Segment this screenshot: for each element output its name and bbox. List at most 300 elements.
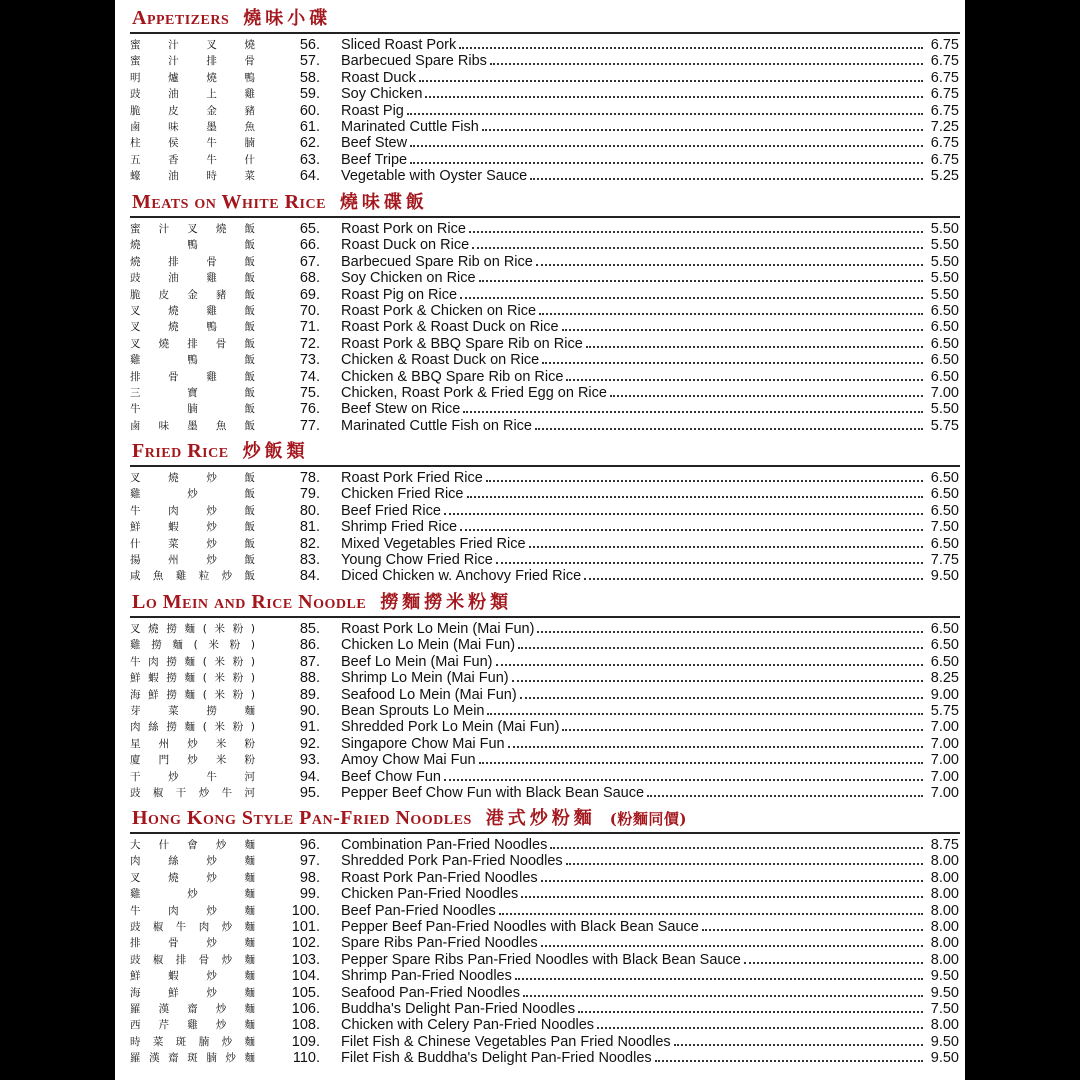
item-chinese-name: 柱侯牛腩 — [130, 137, 255, 150]
item-name: Soy Chicken — [341, 86, 423, 103]
item-number: 60. — [299, 102, 320, 119]
item-number: 64. — [299, 168, 320, 185]
item-name: Mixed Vegetables Fried Rice — [341, 535, 526, 552]
item-number: 81. — [299, 519, 320, 536]
item-name-leader — [341, 670, 923, 686]
dot-leader — [536, 263, 923, 266]
dot-leader — [512, 679, 923, 682]
item-name: Seafood Lo Mein (Mai Fun) — [341, 686, 517, 703]
item-chinese-name: 星州炒米粉 — [130, 737, 255, 750]
item-number: 68. — [299, 270, 320, 287]
dot-leader — [647, 794, 923, 797]
item-chinese-name: 干炒牛河 — [130, 770, 255, 783]
dot-leader — [539, 312, 923, 315]
item-price: 6.50 — [930, 637, 959, 654]
dot-leader — [566, 378, 923, 381]
item-chinese-name: 羅漢齋炒麵 — [130, 1002, 255, 1015]
item-name-leader — [341, 1034, 923, 1050]
menu-item-row — [115, 352, 965, 368]
menu-item-row — [115, 53, 965, 69]
section-heading — [130, 586, 960, 618]
item-name-leader — [341, 952, 923, 968]
item-name: Marinated Cuttle Fish — [341, 118, 479, 135]
item-name-leader — [341, 401, 923, 417]
item-name-leader — [341, 985, 923, 1001]
menu-item-row — [115, 654, 965, 670]
item-name: Beef Tripe — [341, 151, 408, 168]
item-name: Vegetable with Oyster Sauce — [341, 168, 528, 185]
item-name-leader — [341, 1050, 923, 1066]
dot-leader — [410, 144, 923, 147]
dot-leader — [541, 944, 923, 947]
item-price: 8.75 — [930, 837, 959, 853]
item-number: 85. — [299, 621, 320, 637]
menu-item-row — [115, 418, 965, 434]
item-price: 7.00 — [930, 719, 959, 736]
item-price: 7.00 — [930, 752, 959, 769]
menu-item-row — [115, 752, 965, 768]
item-price: 7.50 — [930, 519, 959, 536]
dot-leader — [566, 862, 923, 865]
section-hong-kong-style-pan-fried-noodles — [115, 802, 965, 1066]
menu-page — [115, 0, 965, 1080]
item-chinese-name: 三寶飯 — [130, 386, 255, 399]
menu-items-list — [115, 470, 965, 585]
dot-leader — [490, 62, 923, 65]
item-chinese-name: 蜜汁叉燒飯 — [130, 223, 255, 235]
menu-item-row — [115, 1017, 965, 1033]
item-number: 70. — [299, 302, 320, 319]
item-name-leader — [341, 536, 923, 552]
item-name: Barbecued Spare Rib on Rice — [341, 253, 533, 270]
menu-item-row — [115, 935, 965, 951]
item-name-leader — [341, 221, 923, 237]
item-name-leader — [341, 568, 923, 584]
item-number: 106. — [291, 1000, 320, 1017]
item-number: 91. — [299, 719, 320, 736]
item-name: Pepper Beef Chow Fun with Black Bean Sauce — [341, 784, 645, 801]
item-number: 101. — [291, 918, 320, 935]
item-price: 8.00 — [930, 902, 959, 919]
section-lo-mein-and-rice-noodle — [115, 586, 965, 801]
item-price: 7.75 — [930, 551, 959, 568]
dot-leader — [586, 345, 923, 348]
dot-leader — [520, 696, 923, 699]
menu-item-row — [115, 37, 965, 53]
item-chinese-name: 叉燒炒飯 — [130, 472, 255, 484]
item-price: 5.50 — [930, 237, 959, 254]
item-chinese-name: 叉燒鴨飯 — [130, 321, 255, 334]
item-number: 90. — [299, 702, 320, 719]
item-chinese-name: 豉油上雞 — [130, 88, 255, 101]
item-price: 6.50 — [930, 502, 959, 519]
item-number: 82. — [299, 535, 320, 552]
section-fried-rice — [115, 435, 965, 585]
item-price: 7.25 — [930, 118, 959, 135]
item-price: 8.00 — [930, 853, 959, 870]
menu-item-row — [115, 319, 965, 335]
item-name: Beef Stew on Rice — [341, 401, 461, 418]
item-price: 6.75 — [930, 151, 959, 168]
item-name: Chicken & Roast Duck on Rice — [341, 352, 540, 369]
item-chinese-name: 蠔油時菜 — [130, 170, 255, 183]
item-price: 8.00 — [930, 869, 959, 886]
menu-item-row — [115, 670, 965, 686]
item-price: 6.75 — [930, 102, 959, 119]
dot-leader — [479, 761, 923, 764]
item-name-leader — [341, 519, 923, 535]
item-number: 67. — [299, 253, 320, 270]
dot-leader — [460, 528, 923, 531]
item-price: 8.25 — [930, 670, 959, 687]
menu-item-row — [115, 103, 965, 119]
item-name: Spare Ribs Pan-Fried Noodles — [341, 935, 538, 952]
item-number: 108. — [291, 1017, 320, 1034]
item-name-leader — [341, 470, 923, 486]
section-heading — [130, 435, 960, 467]
item-name: Seafood Pan-Fried Noodles — [341, 984, 520, 1001]
section-title: Appetizers 燒味小碟 — [132, 7, 332, 29]
item-price: 9.50 — [930, 1050, 959, 1067]
item-chinese-name: 雞炒飯 — [130, 488, 255, 501]
item-chinese-name: 肉絲撈麵(米粉) — [130, 721, 255, 734]
item-name: Roast Pork & Roast Duck on Rice — [341, 319, 559, 336]
dot-leader — [407, 112, 923, 115]
item-price: 6.75 — [930, 135, 959, 152]
item-name-leader — [341, 654, 923, 670]
dot-leader — [550, 846, 923, 849]
item-name: Amoy Chow Mai Fun — [341, 752, 476, 769]
section-appetizers — [115, 2, 965, 185]
item-number: 97. — [299, 853, 320, 870]
item-name: Roast Pork & Chicken on Rice — [341, 302, 537, 319]
menu-item-row — [115, 1001, 965, 1017]
item-name: Diced Chicken w. Anchovy Fried Rice — [341, 568, 582, 585]
item-name-leader — [341, 385, 923, 401]
item-number: 72. — [299, 335, 320, 352]
item-price: 7.00 — [930, 768, 959, 785]
menu-item-row — [115, 86, 965, 102]
item-name: Beef Pan-Fried Noodles — [341, 902, 496, 919]
item-number: 93. — [299, 752, 320, 769]
menu-item-row — [115, 870, 965, 886]
item-price: 6.75 — [930, 53, 959, 70]
menu-item-row — [115, 270, 965, 286]
menu-item-row — [115, 621, 965, 637]
item-chinese-name: 排骨炒麵 — [130, 937, 255, 950]
item-price: 6.50 — [930, 653, 959, 670]
item-name-leader — [341, 719, 923, 735]
item-price: 8.00 — [930, 951, 959, 968]
dot-leader — [425, 95, 923, 98]
item-name: Roast Pig — [341, 102, 404, 119]
item-chinese-name: 海鮮炒麵 — [130, 986, 255, 999]
item-name: Combination Pan-Fried Noodles — [341, 837, 548, 853]
item-number: 69. — [299, 286, 320, 303]
dot-leader — [535, 427, 923, 430]
menu-item-row — [115, 70, 965, 86]
dot-leader — [410, 161, 923, 164]
item-chinese-name: 明爐燒鴨 — [130, 71, 255, 84]
menu-item-row — [115, 221, 965, 237]
item-name: Shredded Pork Lo Mein (Mai Fun) — [341, 719, 560, 736]
menu-item-row — [115, 369, 965, 385]
item-price: 8.00 — [930, 886, 959, 903]
item-name-leader — [341, 152, 923, 168]
item-chinese-name: 雞撈麵(米粉) — [130, 639, 255, 652]
dot-leader — [578, 1010, 923, 1013]
menu-item-row — [115, 237, 965, 253]
item-chinese-name: 燒排骨飯 — [130, 255, 255, 268]
menu-item-row — [115, 401, 965, 417]
item-price: 9.50 — [930, 568, 959, 585]
item-name-leader — [341, 870, 923, 886]
item-chinese-name: 脆皮金豬飯 — [130, 288, 255, 301]
dot-leader — [508, 745, 923, 748]
section-meats-on-white-rice — [115, 186, 965, 434]
item-number: 61. — [299, 118, 320, 135]
item-name-leader — [341, 303, 923, 319]
item-chinese-name: 燒鴨飯 — [130, 239, 255, 252]
item-chinese-name: 豉椒排骨炒麵 — [130, 953, 255, 966]
item-number: 109. — [291, 1033, 320, 1050]
menu-item-row — [115, 853, 965, 869]
section-heading — [130, 186, 960, 218]
item-name-leader — [341, 53, 923, 69]
item-chinese-name: 排骨雞飯 — [130, 370, 255, 383]
item-name-leader — [341, 637, 923, 653]
item-number: 75. — [299, 384, 320, 401]
item-price: 5.75 — [930, 417, 959, 434]
dot-leader — [530, 177, 923, 180]
item-price: 5.50 — [930, 286, 959, 303]
item-name-leader — [341, 369, 923, 385]
item-name: Roast Pork & BBQ Spare Rib on Rice — [341, 335, 583, 352]
item-name: Beef Chow Fun — [341, 768, 441, 785]
item-name: Shrimp Fried Rice — [341, 519, 458, 536]
section-title-chinese: 燒味碟飯 — [339, 192, 428, 213]
item-name-leader — [341, 703, 923, 719]
item-chinese-name: 叉燒撈麵(米粉) — [130, 623, 255, 635]
item-number: 73. — [299, 352, 320, 369]
item-chinese-name: 肉絲炒麵 — [130, 855, 255, 868]
item-number: 89. — [299, 686, 320, 703]
item-name-leader — [341, 687, 923, 703]
item-price: 7.00 — [930, 384, 959, 401]
item-chinese-name: 什菜炒飯 — [130, 537, 255, 550]
item-name: Roast Pork on Rice — [341, 221, 466, 237]
item-name-leader — [341, 769, 923, 785]
dot-leader — [463, 410, 923, 413]
menu-item-row — [115, 503, 965, 519]
menu-item-row — [115, 736, 965, 752]
item-price: 6.50 — [930, 319, 959, 336]
dot-leader — [479, 279, 923, 282]
item-chinese-name: 廈門炒米粉 — [130, 754, 255, 767]
dot-leader — [460, 296, 923, 299]
item-price: 8.00 — [930, 935, 959, 952]
menu-item-row — [115, 719, 965, 735]
dot-leader — [467, 495, 924, 498]
item-number: 79. — [299, 486, 320, 503]
item-price: 6.50 — [930, 352, 959, 369]
menu-item-row — [115, 336, 965, 352]
item-chinese-name: 時菜斑腩炒麵 — [130, 1035, 255, 1048]
section-title-chinese: 撈麵撈米粉類 — [380, 592, 513, 613]
item-number: 100. — [291, 902, 320, 919]
item-name-leader — [341, 37, 923, 53]
item-name-leader — [341, 270, 923, 286]
item-price: 9.50 — [930, 984, 959, 1001]
item-name: Buddha's Delight Pan-Fried Noodles — [341, 1000, 576, 1017]
item-number: 104. — [291, 968, 320, 985]
dot-leader — [518, 646, 923, 649]
menu-item-row — [115, 552, 965, 568]
item-number: 63. — [299, 151, 320, 168]
menu-item-row — [115, 536, 965, 552]
item-name-leader — [341, 968, 923, 984]
item-number: 87. — [299, 653, 320, 670]
item-chinese-name: 鮮蝦撈麵(米粉) — [130, 672, 255, 685]
dot-leader — [419, 79, 923, 82]
item-chinese-name: 揚州炒飯 — [130, 553, 255, 566]
item-chinese-name: 蜜汁排骨 — [130, 55, 255, 68]
item-name-leader — [341, 1017, 923, 1033]
dot-leader — [537, 630, 923, 633]
item-name: Chicken with Celery Pan-Fried Noodles — [341, 1017, 595, 1034]
item-price: 6.50 — [930, 486, 959, 503]
section-price-note: (粉麵同價) — [609, 810, 687, 828]
section-title-chinese: 燒味小碟 — [243, 8, 332, 29]
menu-items-list — [115, 621, 965, 801]
item-price: 8.00 — [930, 918, 959, 935]
menu-item-row — [115, 135, 965, 151]
item-name: Pepper Beef Pan-Fried Noodles with Black Bean Sauce — [341, 918, 699, 935]
item-price: 6.50 — [930, 470, 959, 486]
item-chinese-name: 海鮮撈麵(米粉) — [130, 688, 255, 701]
item-chinese-name: 豉椒干炒牛河 — [130, 786, 255, 799]
item-name-leader — [341, 752, 923, 768]
item-name-leader — [341, 168, 923, 184]
dot-leader — [515, 977, 923, 980]
item-name-leader — [341, 935, 923, 951]
item-name-leader — [341, 837, 923, 853]
item-number: 92. — [299, 735, 320, 752]
item-number: 84. — [299, 568, 320, 585]
dot-leader — [459, 46, 923, 49]
section-title-chinese: 港式炒粉麵 — [485, 808, 596, 829]
item-name-leader — [341, 486, 923, 502]
item-number: 78. — [299, 470, 320, 486]
item-name-leader — [341, 352, 923, 368]
item-chinese-name: 羅漢齋斑腩炒麵 — [130, 1052, 255, 1065]
item-price: 5.50 — [930, 221, 959, 237]
item-name: Beef Lo Mein (Mai Fun) — [341, 653, 493, 670]
item-number: 99. — [299, 886, 320, 903]
item-number: 76. — [299, 401, 320, 418]
menu-items-list — [115, 837, 965, 1066]
menu-item-row — [115, 470, 965, 486]
dot-leader — [521, 895, 923, 898]
item-number: 102. — [291, 935, 320, 952]
item-number: 66. — [299, 237, 320, 254]
item-name: Filet Fish & Chinese Vegetables Pan Fried Noodles — [341, 1033, 671, 1050]
item-name-leader — [341, 785, 923, 801]
item-number: 57. — [299, 53, 320, 70]
item-number: 103. — [291, 951, 320, 968]
item-name-leader — [341, 552, 923, 568]
item-number: 62. — [299, 135, 320, 152]
item-name: Shredded Pork Pan-Fried Noodles — [341, 853, 563, 870]
dot-leader — [597, 1026, 923, 1029]
item-name: Bean Sprouts Lo Mein — [341, 702, 485, 719]
menu-item-row — [115, 968, 965, 984]
section-heading — [130, 802, 960, 834]
item-chinese-name: 牛肉炒麵 — [130, 904, 255, 917]
item-number: 59. — [299, 86, 320, 103]
item-name: Chicken Pan-Fried Noodles — [341, 886, 519, 903]
dot-leader — [610, 394, 923, 397]
dot-leader — [655, 1059, 923, 1062]
menu-item-row — [115, 254, 965, 270]
dot-leader — [487, 712, 923, 715]
item-chinese-name: 大什會炒麵 — [130, 839, 255, 851]
dot-leader — [482, 128, 923, 131]
item-price: 6.50 — [930, 302, 959, 319]
item-number: 71. — [299, 319, 320, 336]
menu-item-row — [115, 637, 965, 653]
item-price: 6.75 — [930, 69, 959, 86]
item-price: 6.50 — [930, 535, 959, 552]
item-name: Filet Fish & Buddha's Delight Pan-Fried Noodles — [341, 1050, 652, 1067]
item-name-leader — [341, 418, 923, 434]
dot-leader — [529, 545, 923, 548]
menu-item-row — [115, 1034, 965, 1050]
item-name: Roast Pig on Rice — [341, 286, 458, 303]
item-chinese-name: 蜜汁叉燒 — [130, 39, 255, 51]
item-name: Shrimp Lo Mein (Mai Fun) — [341, 670, 509, 687]
item-chinese-name: 牛腩飯 — [130, 403, 255, 416]
item-name-leader — [341, 319, 923, 335]
item-chinese-name: 鹵味墨魚 — [130, 120, 255, 133]
item-chinese-name: 五香牛什 — [130, 153, 255, 166]
item-number: 65. — [299, 221, 320, 237]
dot-leader — [744, 961, 923, 964]
item-number: 58. — [299, 69, 320, 86]
item-price: 6.75 — [930, 37, 959, 53]
section-title-chinese: 炒飯類 — [242, 441, 309, 462]
menu-item-row — [115, 568, 965, 584]
item-name-leader — [341, 86, 923, 102]
item-chinese-name: 叉燒炒麵 — [130, 871, 255, 884]
item-number: 110. — [292, 1050, 320, 1067]
item-number: 105. — [291, 984, 320, 1001]
section-title: Fried Rice 炒飯類 — [132, 440, 309, 462]
item-name: Singapore Chow Mai Fun — [341, 735, 505, 752]
item-name: Sliced Roast Pork — [341, 37, 457, 53]
item-chinese-name: 鮮蝦炒麵 — [130, 970, 255, 983]
dot-leader — [486, 479, 923, 482]
menu-item-row — [115, 703, 965, 719]
item-number: 77. — [299, 417, 320, 434]
item-name: Chicken Fried Rice — [341, 486, 464, 503]
item-name: Beef Fried Rice — [341, 502, 441, 519]
item-number: 74. — [299, 368, 320, 385]
item-chinese-name: 叉燒排骨飯 — [130, 337, 255, 350]
item-chinese-name: 叉燒雞飯 — [130, 304, 255, 317]
item-name: Chicken Lo Mein (Mai Fun) — [341, 637, 516, 654]
menu-item-row — [115, 168, 965, 184]
